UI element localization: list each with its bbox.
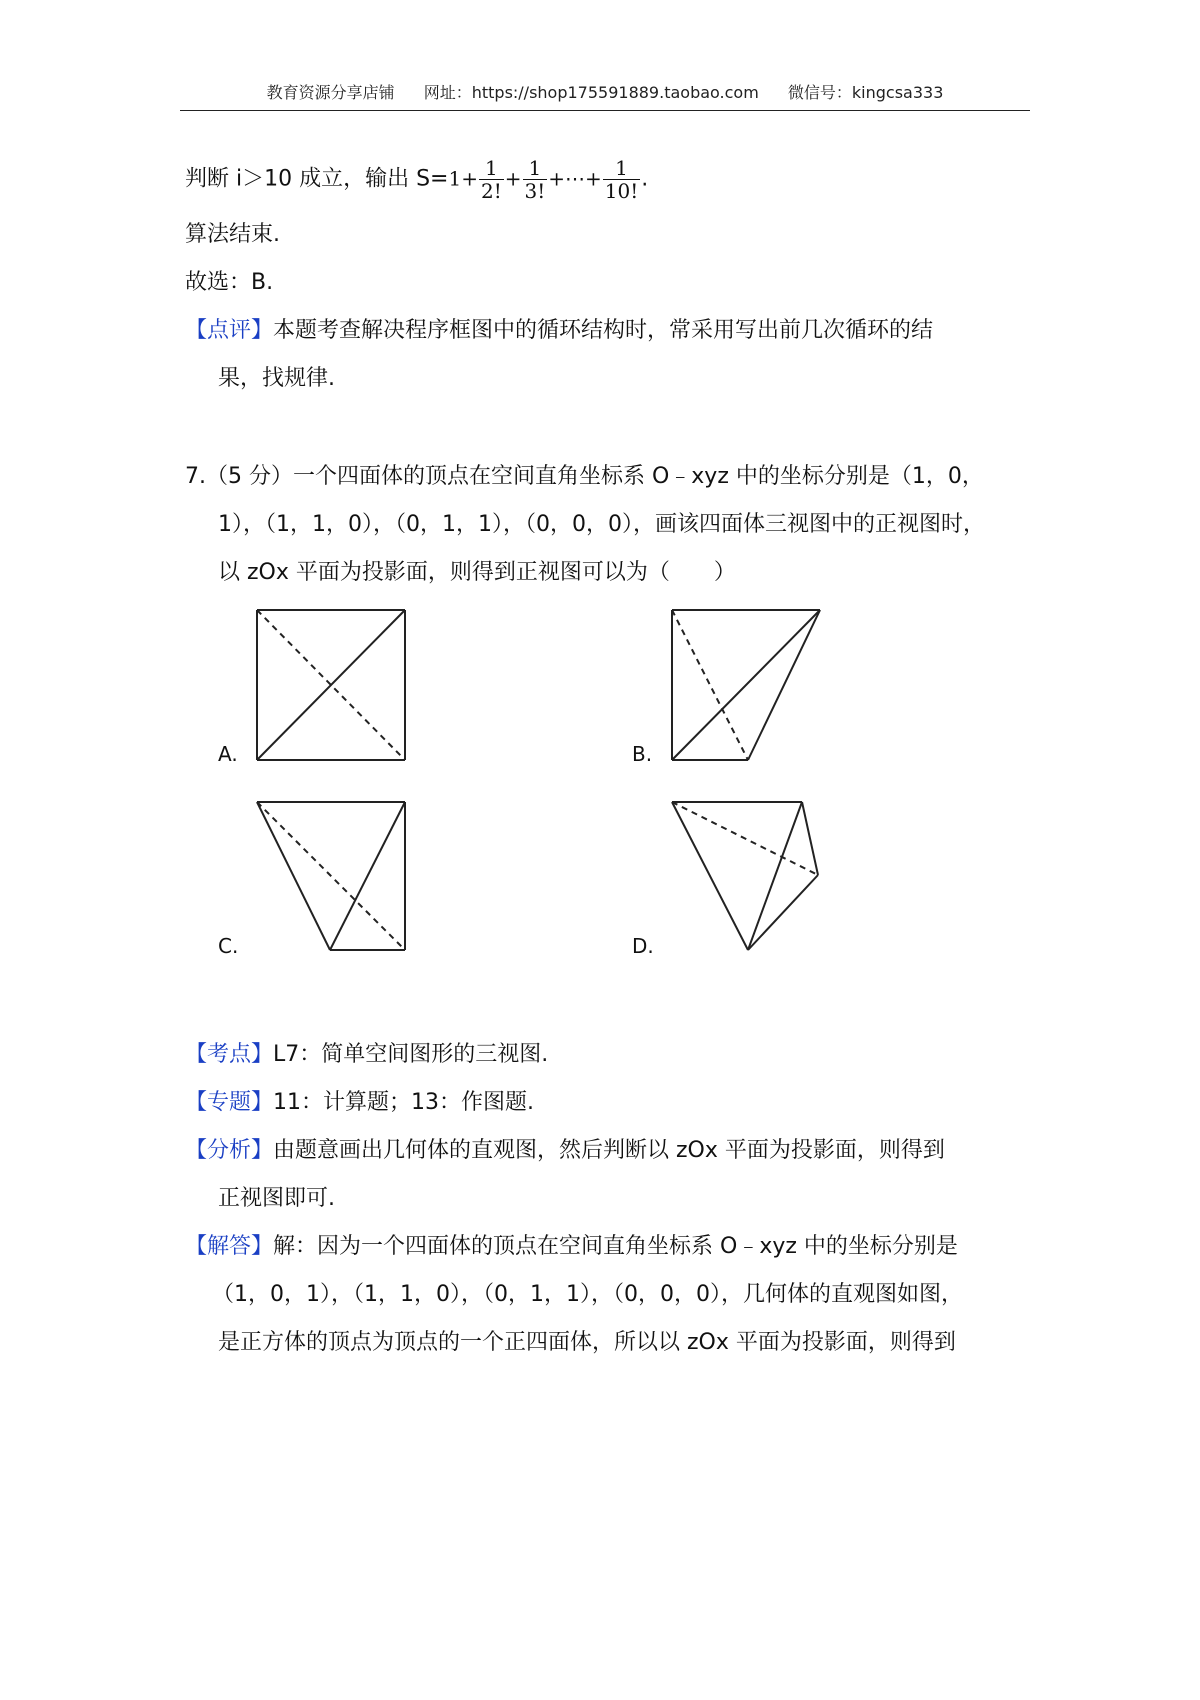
header-shop: 教育资源分享店铺 bbox=[266, 83, 395, 102]
question-7-line-2: 1），（1，1，0），（0，1，1），（0，0，0），画该四面体三视图中的正视图时， bbox=[218, 512, 985, 537]
option-d-figure bbox=[670, 800, 830, 958]
fraction-1-over-2fact: $\frac{1}{2!}$ bbox=[480, 156, 502, 203]
page-header bbox=[180, 80, 1030, 103]
review-tag: 【点评】 bbox=[185, 318, 274, 343]
review-line-1: 【点评】本题考查解决程序框图中的循环结构时，常采用写出前几次循环的结 bbox=[185, 318, 934, 343]
question-7-line-1: 7.（5 分）一个四面体的顶点在空间直角坐标系 O﹣xyz 中的坐标分别是（1，0， bbox=[185, 464, 984, 489]
solution-output-line: 判断 i＞10 成立，输出 S=1+ $\frac{1}{2!}$ + $\frac{1}{3!}$ +⋯+ $\frac{1}{10!}$ . bbox=[185, 156, 649, 203]
option-b-label: B. bbox=[632, 742, 653, 766]
fenxi-tag: 【分析】 bbox=[185, 1138, 274, 1163]
option-b-figure bbox=[670, 608, 830, 766]
header-divider bbox=[180, 110, 1030, 111]
sum-one: 1+ bbox=[448, 166, 478, 191]
jieda-line-2: （1，0，1），（1，1，0），（0，1，1），（0，0，0），几何体的直观图如图， bbox=[212, 1282, 963, 1307]
header-wechat: 微信号：kingcsa333 bbox=[787, 83, 944, 102]
jieda-line-3: 是正方体的顶点为顶点的一个正四面体，所以以 zOx 平面为投影面，则得到 bbox=[218, 1330, 956, 1355]
review-line-2: 果，找规律. bbox=[218, 366, 335, 391]
kaodian-line: 【考点】L7：简单空间图形的三视图. bbox=[185, 1042, 549, 1067]
jieda-tag: 【解答】 bbox=[185, 1234, 274, 1259]
option-c-label: C. bbox=[218, 934, 239, 958]
option-c-figure bbox=[255, 800, 415, 958]
fenxi-line-1: 【分析】由题意画出几何体的直观图，然后判断以 zOx 平面为投影面，则得到 bbox=[185, 1138, 945, 1163]
fraction-1-over-3fact: $\frac{1}{3!}$ bbox=[524, 156, 546, 203]
fenxi-line-2: 正视图即可. bbox=[218, 1186, 335, 1211]
zhuanti-tag: 【专题】 bbox=[185, 1090, 274, 1115]
zhuanti-line: 【专题】11：计算题；13：作图题. bbox=[185, 1090, 534, 1115]
header-url[interactable]: 网址：https://shop175591889.taobao.com bbox=[423, 83, 759, 102]
option-d-label: D. bbox=[632, 934, 654, 958]
answer-line: 故选：B. bbox=[185, 270, 274, 295]
option-a-figure bbox=[255, 608, 415, 766]
question-7-line-3: 以 zOx 平面为投影面，则得到正视图可以为（ ） bbox=[218, 560, 736, 585]
option-a-label: A. bbox=[218, 742, 238, 766]
kaodian-tag: 【考点】 bbox=[185, 1042, 274, 1067]
algorithm-end-line: 算法结束. bbox=[185, 222, 280, 247]
fraction-1-over-10fact: $\frac{1}{10!}$ bbox=[604, 156, 639, 203]
jieda-line-1: 【解答】解：因为一个四面体的顶点在空间直角坐标系 O﹣xyz 中的坐标分别是 bbox=[185, 1234, 958, 1259]
